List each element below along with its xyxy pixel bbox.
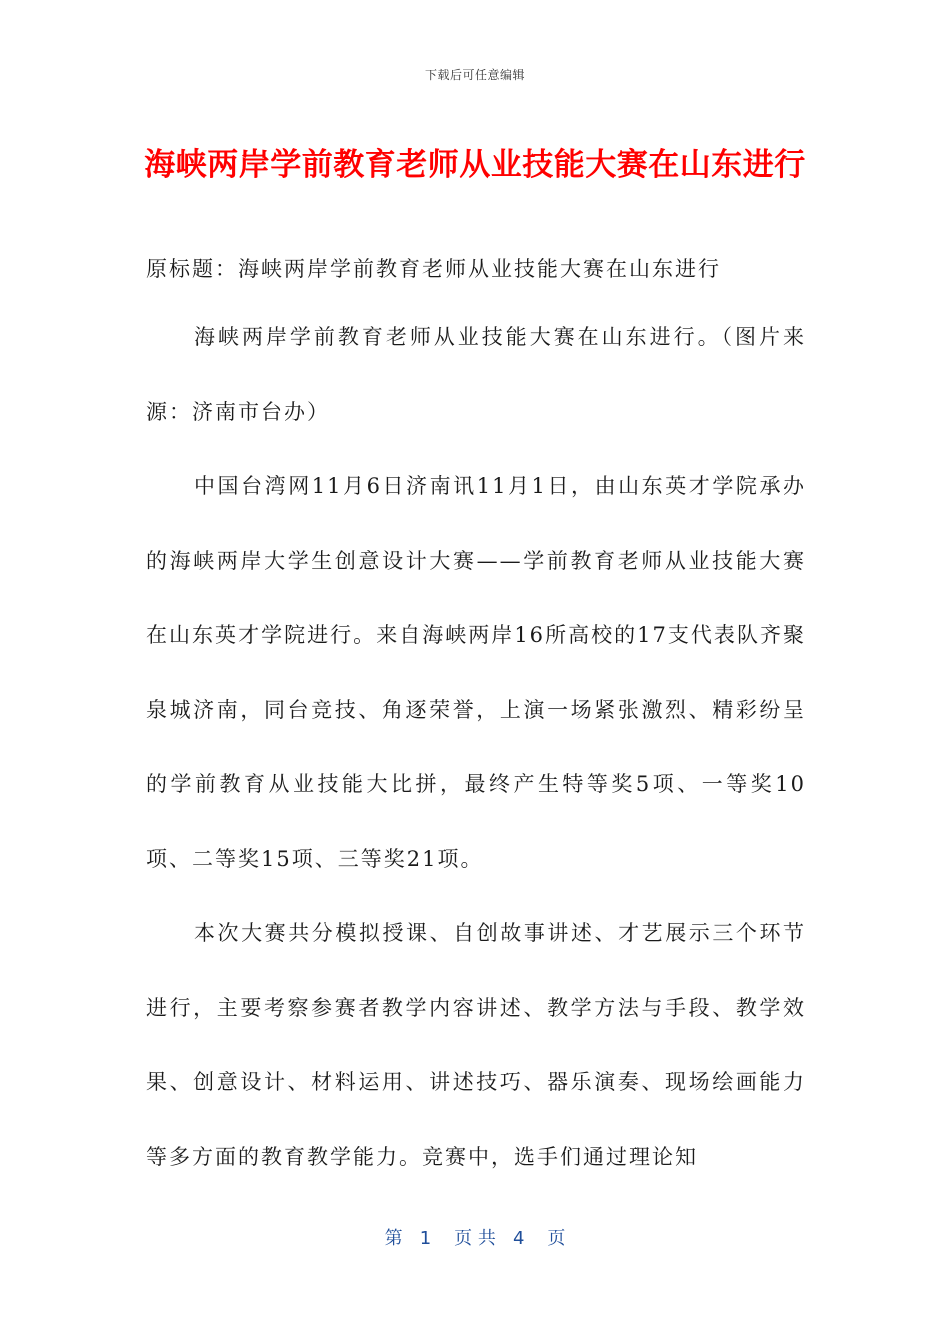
paragraph-news-lead: 中国台湾网11月6日济南讯11月1日，由山东英才学院承办的海峡两岸大学生创意设计大赛——学前教育老师从业技能大赛在山东英才学院进行。来自海峡两岸16所高校的17支代表队齐聚泉城济南，同台竞技、角逐荣誉，上演一场紧张激烈、精彩纷呈的学前教育从业技能大比拼，最终产生特等奖5项、一等奖10项、二等奖15项、三等奖21项。 [146,474,806,871]
paragraph-contest-details: 本次大赛共分模拟授课、自创故事讲述、才艺展示三个环节进行，主要考察参赛者教学内容讲述、教学方法与手段、教学效果、创意设计、材料运用、讲述技巧、器乐演奏、现场绘画能力等多方面的教育教学能力。竞赛中，选手们通过理论知 [146,921,806,1169]
document-title: 海峡两岸学前教育老师从业技能大赛在山东进行 [144,147,806,183]
page-number-footer: 第 1 页 共 4 页 [384,1228,566,1249]
page-header-note: 下载后可任意编辑 [424,68,525,82]
original-title-line: 原标题：海峡两岸学前教育老师从业技能大赛在山东进行 [146,257,721,281]
paragraph-photo-caption: 海峡两岸学前教育老师从业技能大赛在山东进行。（图片来源：济南市台办） [146,325,806,424]
document-body [146,238,806,1194]
